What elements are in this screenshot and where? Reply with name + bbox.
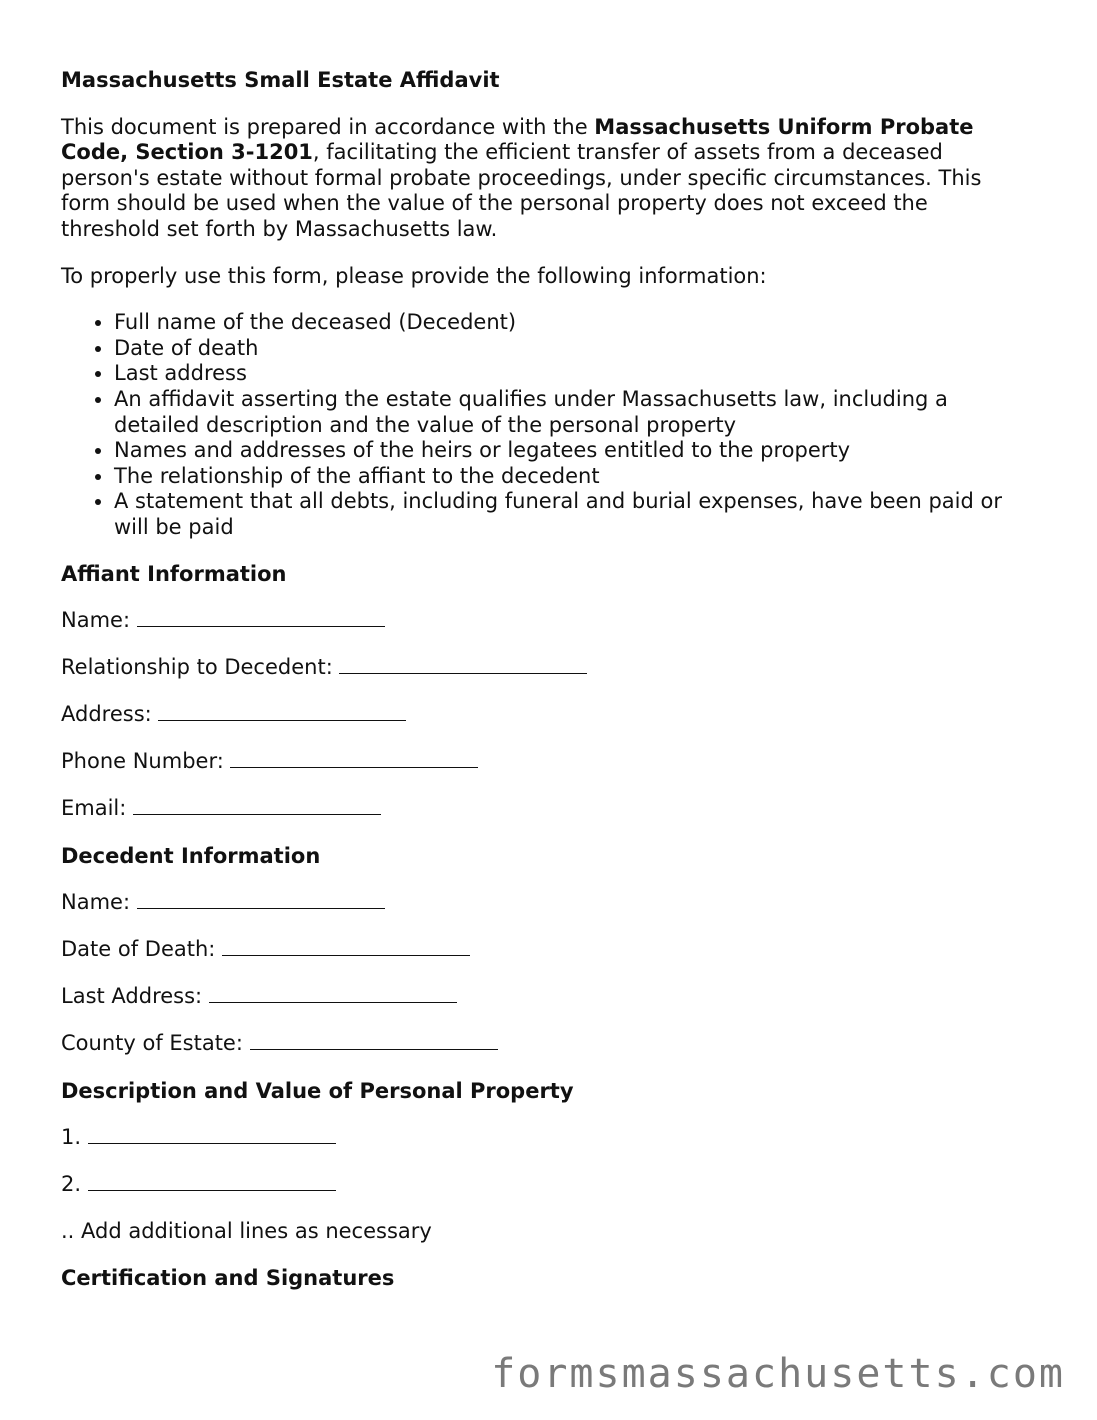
decedent-last-address-input[interactable] <box>209 984 457 1003</box>
decedent-death-date-input[interactable] <box>222 937 470 956</box>
affiant-heading: Affiant Information <box>61 561 287 586</box>
decedent-name-input[interactable] <box>137 890 385 909</box>
list-item: • Full name of the deceased (Decedent) <box>114 310 1031 336</box>
property-item-1 <box>61 1125 1031 1151</box>
affiant-relationship-input[interactable] <box>339 655 587 674</box>
decedent-county-field <box>61 1031 1031 1057</box>
affiant-address-input[interactable] <box>158 702 406 721</box>
property-item-2 <box>61 1172 1031 1198</box>
property-item-2-input[interactable] <box>88 1172 336 1191</box>
list-item: • Date of death <box>114 336 1031 362</box>
intro-text-post: , facilitating the efficient transfer of assets from a deceased person's estate without formal probate proceedings, under specific circumstances. This form should be used when the value of the personal property does not exceed the threshold set forth by Massachusetts law. <box>61 140 982 241</box>
field-label: Last Address: <box>61 984 203 1009</box>
decedent-county-input[interactable] <box>250 1031 498 1050</box>
property-item-1-input[interactable] <box>88 1125 336 1144</box>
instructions-text: To properly use this form, please provide the following information: <box>61 263 767 288</box>
requirements-list <box>61 310 1031 540</box>
property-note: .. Add additional lines as necessary <box>61 1219 432 1244</box>
field-label: Date of Death: <box>61 937 216 962</box>
decedent-heading: Decedent Information <box>61 843 321 868</box>
affiant-name-input[interactable] <box>137 608 385 627</box>
list-item: • The relationship of the affiant to the decedent <box>114 464 1031 490</box>
decedent-death-date-field <box>61 937 1031 963</box>
item-number: 1. <box>61 1125 82 1150</box>
intro-paragraph <box>61 115 1031 243</box>
intro-code-reference: Massachusetts Uniform Probate Code, Section 3-1201 <box>61 114 974 165</box>
certification-heading: Certification and Signatures <box>61 1265 395 1290</box>
field-label: Name: <box>61 890 131 915</box>
field-label: County of Estate: <box>61 1031 243 1056</box>
list-item: • Last address <box>114 361 1031 387</box>
affiant-email-input[interactable] <box>133 796 381 815</box>
list-item: • A statement that all debts, including funeral and burial expenses, have been paid or will be paid <box>114 489 1031 540</box>
affiant-relationship-field <box>61 655 1031 681</box>
affiant-email-field <box>61 796 1031 822</box>
affiant-phone-input[interactable] <box>230 749 478 768</box>
list-item: • Names and addresses of the heirs or legatees entitled to the property <box>114 438 1031 464</box>
decedent-last-address-field <box>61 984 1031 1010</box>
field-label: Email: <box>61 796 127 821</box>
decedent-name-field <box>61 890 1031 916</box>
field-label: Address: <box>61 702 152 727</box>
field-label: Name: <box>61 608 131 633</box>
document-title: Massachusetts Small Estate Affidavit <box>61 68 500 92</box>
site-watermark: formsmassachusetts.com <box>491 1351 1065 1397</box>
field-label: Relationship to Decedent: <box>61 655 333 680</box>
property-heading: Description and Value of Personal Property <box>61 1078 574 1103</box>
item-number: 2. <box>61 1172 82 1197</box>
affiant-phone-field <box>61 749 1031 775</box>
affiant-address-field <box>61 702 1031 728</box>
list-item: • An affidavit asserting the estate qualifies under Massachusetts law, including a detailed description and the value of the personal property <box>114 387 1031 438</box>
field-label: Phone Number: <box>61 749 224 774</box>
document-page <box>61 68 1031 1313</box>
affiant-name-field <box>61 608 1031 634</box>
intro-text-pre: This document is prepared in accordance with the <box>61 114 595 139</box>
